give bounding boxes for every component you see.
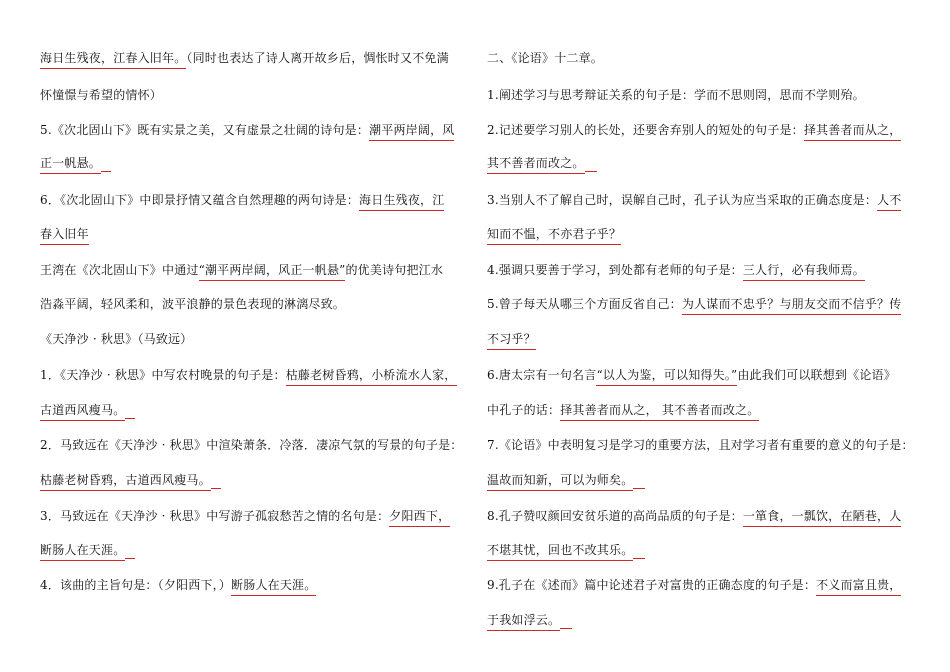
answer-underline: 潮平两岸阔，风 [369,123,454,141]
text-segment: 4.强调只要善于学习，到处都有老师的句子是： [487,263,743,277]
text-line [40,472,221,488]
text-segment: 5.《次北固山下》既有实景之美，又有虚景之壮阔的诗句是： [40,123,370,137]
text-line [40,192,444,208]
text-line [487,402,759,418]
answer-underline: 不习乎？ [487,332,536,350]
text-line [40,577,316,593]
answer-underline: 春入旧年 [40,227,89,245]
text-line [40,367,457,383]
answer-underline: 枯藤老树昏鸦，古道西风瘦马。 [40,473,211,491]
text-segment: 由此我们可以联想到《论语》 [737,368,896,382]
text-segment: 2.记述要学习别人的长处，还要舍弃别人的短处的句子是： [487,123,804,137]
answer-underline: 三人行，必有我师焉。 [743,263,865,281]
text-segment: 3．马致远在《天净沙 · 秋思》中写游子孤寂愁苦之情的名句是： [40,509,390,523]
answer-underline: 知而不愠，不亦君子乎？ [487,227,621,245]
text-line [40,122,454,138]
answer-underline: 为人谋而不忠乎？与朋友交而不信乎？传 [682,297,902,315]
text-line [487,226,621,242]
answer-underline: 不义而富且贵， [816,578,901,596]
text-line: 2．马致远在《天净沙 · 秋思》中渲染萧条．冷落．凄凉气氛的写景的句子是： [40,438,463,452]
answer-underline: 其不善者而改之。 [487,156,585,174]
text-segment: 3.当别人不了解自己时，误解自己时，孔子认为应当采取的正确态度是： [487,193,878,207]
text-line [487,296,901,312]
text-line: 怀憧憬与希望的情怀） [40,88,163,102]
answer-underline: 择其善者而从之， [804,123,902,141]
text-line [40,542,135,558]
text-segment: 6．《次北固山下》中即景抒情又蕴含自然理趣的两句诗是： [40,193,360,207]
text-segment: 6.唐太宗有一句名言 [487,368,597,382]
answer-underline: 正一帆悬。 [40,156,101,174]
answer-underline: “潮平两岸阔，风正一帆悬” [199,263,346,281]
text-segment: 9.孔子在《述而》篇中论述君子对富贵的正确态度的句子是： [487,578,817,592]
answer-underline: 断肠人在天涯。 [40,543,125,561]
text-segment: 中孔子的话： [487,403,561,417]
text-line [487,542,645,558]
text-line [487,508,901,524]
answer-underline: 于我如浮云。 [487,613,560,631]
section-heading: 《天净沙 · 秋思》（马致远） [40,332,193,346]
text-line [487,367,896,383]
text-segment: 王湾在《次北固山下》中通过 [40,263,199,277]
answer-underline: 海日生残夜，江 [359,193,444,211]
text-line [487,612,572,628]
text-line [487,577,901,593]
answer-underline: 人不 [877,193,901,211]
text-segment: 的优美诗句把江水 [345,263,444,277]
answer-underline: 择其善者而从之， 其不善者而改之。 [560,403,759,421]
text-line [487,122,901,138]
text-line [40,402,135,418]
section-heading: 二、《论语》十二章。 [487,51,604,65]
text-line [40,226,89,242]
answer-underline: 枯藤老树昏鸦，小桥流水人家， [286,368,457,386]
text-line: 7.《论语》中表明复习是学习的重要方法，且对学习者有重要的意义的句子是： [487,438,914,452]
text-segment: 1．《天净沙 · 秋思》中写农村晚景的句子是： [40,368,286,382]
text-line [40,262,443,278]
answer-underline: 古道西风瘦马。 [40,403,125,421]
text-line [40,155,111,171]
text-line: 浩淼平阔，轻风柔和，波平浪静的景色表现的淋漓尽致。 [40,297,346,311]
answer-underline: 夕阳西下， [389,509,450,527]
text-line [487,472,645,488]
text-segment: 4．该曲的主旨句是：（夕阳西下，） [40,578,232,592]
text-line [487,331,536,347]
answer-underline: “以人为鉴，可以知得失。” [596,368,737,386]
text-segment: 5.曾子每天从哪三个方面反省自己： [487,297,682,311]
text-line [40,508,450,524]
text-line [487,192,901,208]
answer-underline: 温故而知新，可以为师矣。 [487,473,633,491]
text-line [487,262,865,278]
answer-underline: 海日生残夜，江春入旧年。 [40,51,186,69]
answer-underline: 一箪食，一瓢饮，在陋巷，人 [743,509,902,527]
text-segment: 8.孔子赞叹颜回安贫乐道的高尚品质的句子是： [487,509,743,523]
text-line: 1.阐述学习与思考辩证关系的句子是：学而不思则罔，思而不学则殆。 [487,88,865,102]
text-segment: （同时也表达了诗人离开故乡后，惆怅时又不免满 [186,51,449,65]
answer-underline: 不堪其忧，回也不改其乐。 [487,543,633,561]
text-line [487,155,597,171]
text-line [40,50,449,66]
answer-underline: 断肠人在天涯。 [231,578,316,596]
